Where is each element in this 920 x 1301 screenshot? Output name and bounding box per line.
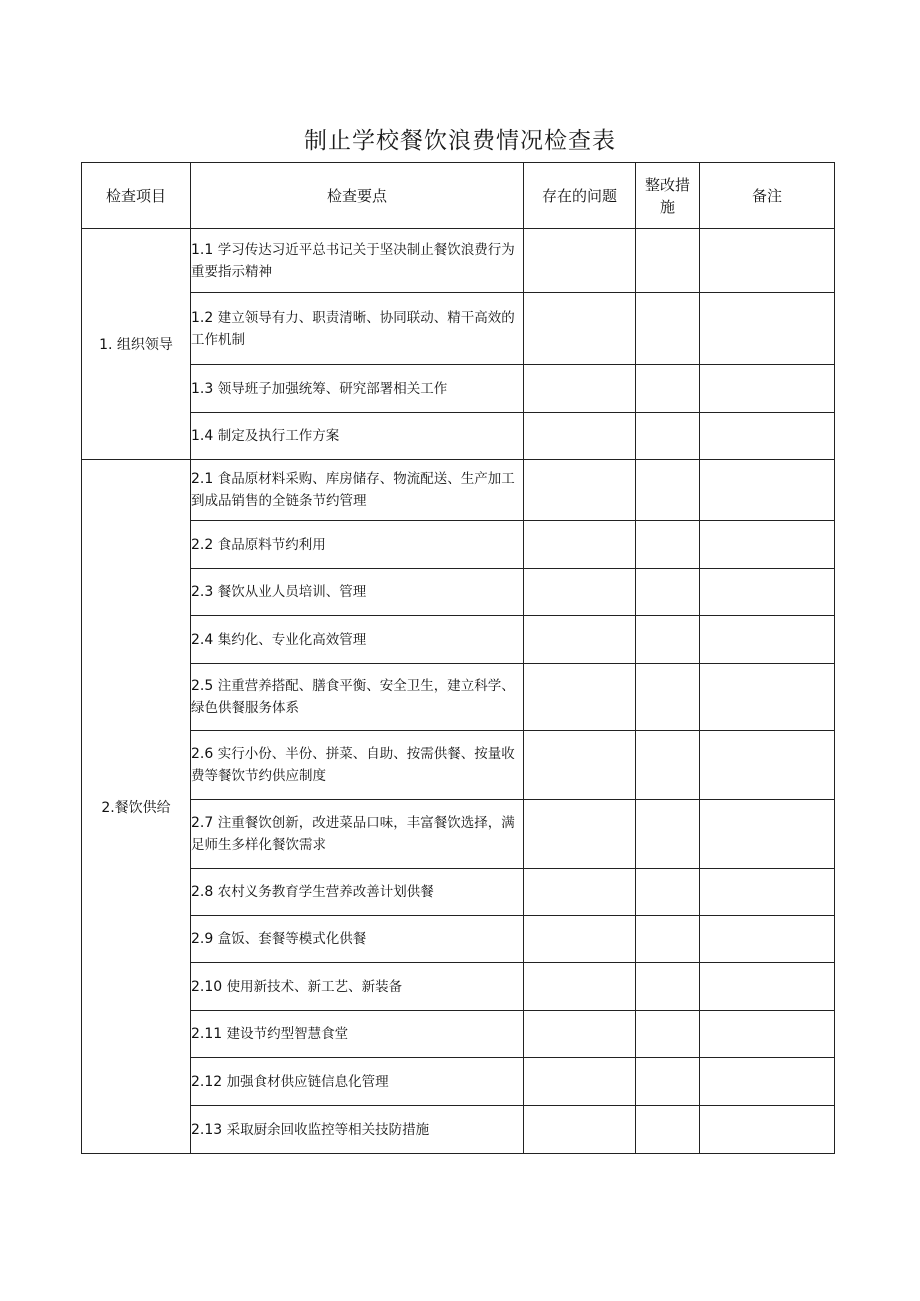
point-number: 1.2 bbox=[191, 309, 214, 326]
point-text: 建设节约型智慧食堂 bbox=[226, 1026, 349, 1042]
remarks-cell[interactable] bbox=[700, 800, 835, 869]
table-row bbox=[82, 800, 835, 869]
table-row bbox=[82, 460, 835, 521]
problems-cell[interactable] bbox=[524, 293, 636, 365]
remarks-cell[interactable] bbox=[700, 293, 835, 365]
check-point bbox=[191, 1058, 524, 1106]
check-point bbox=[191, 616, 524, 664]
header-problems: 存在的问题 bbox=[524, 163, 636, 229]
point-text: 使用新技术、新工艺、新装备 bbox=[226, 978, 403, 995]
rectify-cell[interactable] bbox=[636, 731, 700, 800]
table-row bbox=[82, 365, 835, 413]
point-text: 食品原材料采购、库房储存、物流配送、生产加工到成品销售的全链条节约管理 bbox=[191, 471, 515, 509]
point-text: 食品原料节约利用 bbox=[217, 536, 326, 553]
remarks-cell[interactable] bbox=[700, 1058, 835, 1106]
problems-cell[interactable] bbox=[524, 1058, 636, 1106]
point-text: 学习传达习近平总书记关于坚决制止餐饮浪费行为重要指示精神 bbox=[191, 241, 515, 280]
point-number: 2.6 bbox=[191, 746, 214, 762]
point-number: 2.9 bbox=[191, 931, 214, 947]
remarks-cell[interactable] bbox=[700, 365, 835, 413]
table-row bbox=[82, 869, 835, 916]
check-point bbox=[191, 963, 524, 1011]
check-point bbox=[191, 664, 524, 731]
problems-cell[interactable] bbox=[524, 460, 636, 521]
point-number: 1.4 bbox=[191, 428, 214, 444]
rectify-cell[interactable] bbox=[636, 460, 700, 521]
check-point bbox=[191, 869, 524, 916]
check-point bbox=[191, 800, 524, 869]
point-text: 建立领导有力、职责清晰、协同联动、精干高效的工作机制 bbox=[191, 309, 515, 348]
check-point bbox=[191, 916, 524, 963]
problems-cell[interactable] bbox=[524, 365, 636, 413]
check-point bbox=[191, 229, 524, 293]
point-number: 2.4 bbox=[191, 631, 214, 648]
header-rectify: 整改措施 bbox=[636, 163, 700, 229]
rectify-cell[interactable] bbox=[636, 1058, 700, 1106]
problems-cell[interactable] bbox=[524, 521, 636, 569]
rectify-cell[interactable] bbox=[636, 293, 700, 365]
check-point bbox=[191, 1011, 524, 1058]
inspection-table bbox=[81, 162, 835, 1154]
point-number: 1.3 bbox=[191, 380, 214, 397]
header-remarks: 备注 bbox=[700, 163, 835, 229]
check-point bbox=[191, 460, 524, 521]
table-row bbox=[82, 229, 835, 293]
rectify-cell[interactable] bbox=[636, 569, 700, 616]
point-text: 加强食材供应链信息化管理 bbox=[226, 1073, 389, 1090]
point-number: 2.13 bbox=[191, 1121, 223, 1138]
point-number: 1.1 bbox=[191, 241, 214, 258]
problems-cell[interactable] bbox=[524, 1011, 636, 1058]
document-title: 制止学校餐饮浪费情况检查表 bbox=[304, 128, 616, 154]
check-point bbox=[191, 731, 524, 800]
check-point bbox=[191, 293, 524, 365]
rectify-cell[interactable] bbox=[636, 869, 700, 916]
check-point bbox=[191, 413, 524, 460]
rectify-cell[interactable] bbox=[636, 365, 700, 413]
problems-cell[interactable] bbox=[524, 963, 636, 1011]
point-text: 盒饭、套餐等模式化供餐 bbox=[217, 931, 367, 947]
problems-cell[interactable] bbox=[524, 569, 636, 616]
point-text: 注重餐饮创新，改进菜品口味，丰富餐饮选择，满足师生多样化餐饮需求 bbox=[191, 815, 515, 853]
rectify-cell[interactable] bbox=[636, 664, 700, 731]
remarks-cell[interactable] bbox=[700, 229, 835, 293]
check-point bbox=[191, 365, 524, 413]
point-number: 2.7 bbox=[191, 815, 214, 831]
header-item: 检查项目 bbox=[82, 163, 191, 229]
table-row bbox=[82, 293, 835, 365]
table-row bbox=[82, 963, 835, 1011]
remarks-cell[interactable] bbox=[700, 1011, 835, 1058]
problems-cell[interactable] bbox=[524, 869, 636, 916]
table-row bbox=[82, 413, 835, 460]
rectify-cell[interactable] bbox=[636, 800, 700, 869]
check-point bbox=[191, 1106, 524, 1154]
category-organization: 1. 组织领导 bbox=[82, 229, 191, 460]
rectify-cell[interactable] bbox=[636, 521, 700, 569]
problems-cell[interactable] bbox=[524, 731, 636, 800]
header-row bbox=[82, 163, 835, 229]
rectify-cell[interactable] bbox=[636, 1106, 700, 1154]
table-row bbox=[82, 1058, 835, 1106]
point-number: 2.1 bbox=[191, 471, 214, 487]
table-row bbox=[82, 1011, 835, 1058]
category-catering-supply: 2.餐饮供给 bbox=[82, 460, 191, 1154]
table-row bbox=[82, 916, 835, 963]
point-text: 采取厨余回收监控等相关技防措施 bbox=[226, 1121, 430, 1138]
check-point bbox=[191, 521, 524, 569]
remarks-cell[interactable] bbox=[700, 731, 835, 800]
remarks-cell[interactable] bbox=[700, 963, 835, 1011]
point-number: 2.2 bbox=[191, 536, 214, 553]
table-row bbox=[82, 731, 835, 800]
problems-cell[interactable] bbox=[524, 413, 636, 460]
problems-cell[interactable] bbox=[524, 916, 636, 963]
point-text: 制定及执行工作方案 bbox=[217, 428, 340, 444]
point-text: 实行小份、半份、拼菜、自助、按需供餐、按量收费等餐饮节约供应制度 bbox=[191, 746, 515, 784]
point-number: 2.10 bbox=[191, 978, 223, 995]
header-points: 检查要点 bbox=[191, 163, 524, 229]
point-number: 2.8 bbox=[191, 884, 214, 900]
remarks-cell[interactable] bbox=[700, 869, 835, 916]
table-row bbox=[82, 569, 835, 616]
table-row bbox=[82, 521, 835, 569]
rectify-cell[interactable] bbox=[636, 413, 700, 460]
point-text: 餐饮从业人员培训、管理 bbox=[217, 584, 367, 600]
rectify-cell[interactable] bbox=[636, 1011, 700, 1058]
point-number: 2.5 bbox=[191, 678, 214, 694]
rectify-cell[interactable] bbox=[636, 916, 700, 963]
remarks-cell[interactable] bbox=[700, 521, 835, 569]
remarks-cell[interactable] bbox=[700, 616, 835, 664]
check-point bbox=[191, 569, 524, 616]
remarks-cell[interactable] bbox=[700, 460, 835, 521]
remarks-cell[interactable] bbox=[700, 916, 835, 963]
rectify-cell[interactable] bbox=[636, 963, 700, 1011]
table-row bbox=[82, 616, 835, 664]
point-number: 2.11 bbox=[191, 1026, 223, 1042]
point-text: 注重营养搭配、膳食平衡、安全卫生，建立科学、绿色供餐服务体系 bbox=[191, 678, 515, 716]
point-text: 领导班子加强统筹、研究部署相关工作 bbox=[217, 380, 448, 397]
problems-cell[interactable] bbox=[524, 800, 636, 869]
problems-cell[interactable] bbox=[524, 229, 636, 293]
rectify-cell[interactable] bbox=[636, 229, 700, 293]
problems-cell[interactable] bbox=[524, 616, 636, 664]
table-row bbox=[82, 1106, 835, 1154]
table-row bbox=[82, 664, 835, 731]
point-number: 2.3 bbox=[191, 584, 214, 600]
remarks-cell[interactable] bbox=[700, 664, 835, 731]
remarks-cell[interactable] bbox=[700, 569, 835, 616]
remarks-cell[interactable] bbox=[700, 413, 835, 460]
point-text: 农村义务教育学生营养改善计划供餐 bbox=[217, 884, 434, 900]
table-body bbox=[82, 229, 835, 1154]
point-number: 2.12 bbox=[191, 1073, 223, 1090]
remarks-cell[interactable] bbox=[700, 1106, 835, 1154]
problems-cell[interactable] bbox=[524, 664, 636, 731]
point-text: 集约化、专业化高效管理 bbox=[217, 631, 367, 648]
problems-cell[interactable] bbox=[524, 1106, 636, 1154]
rectify-cell[interactable] bbox=[636, 616, 700, 664]
